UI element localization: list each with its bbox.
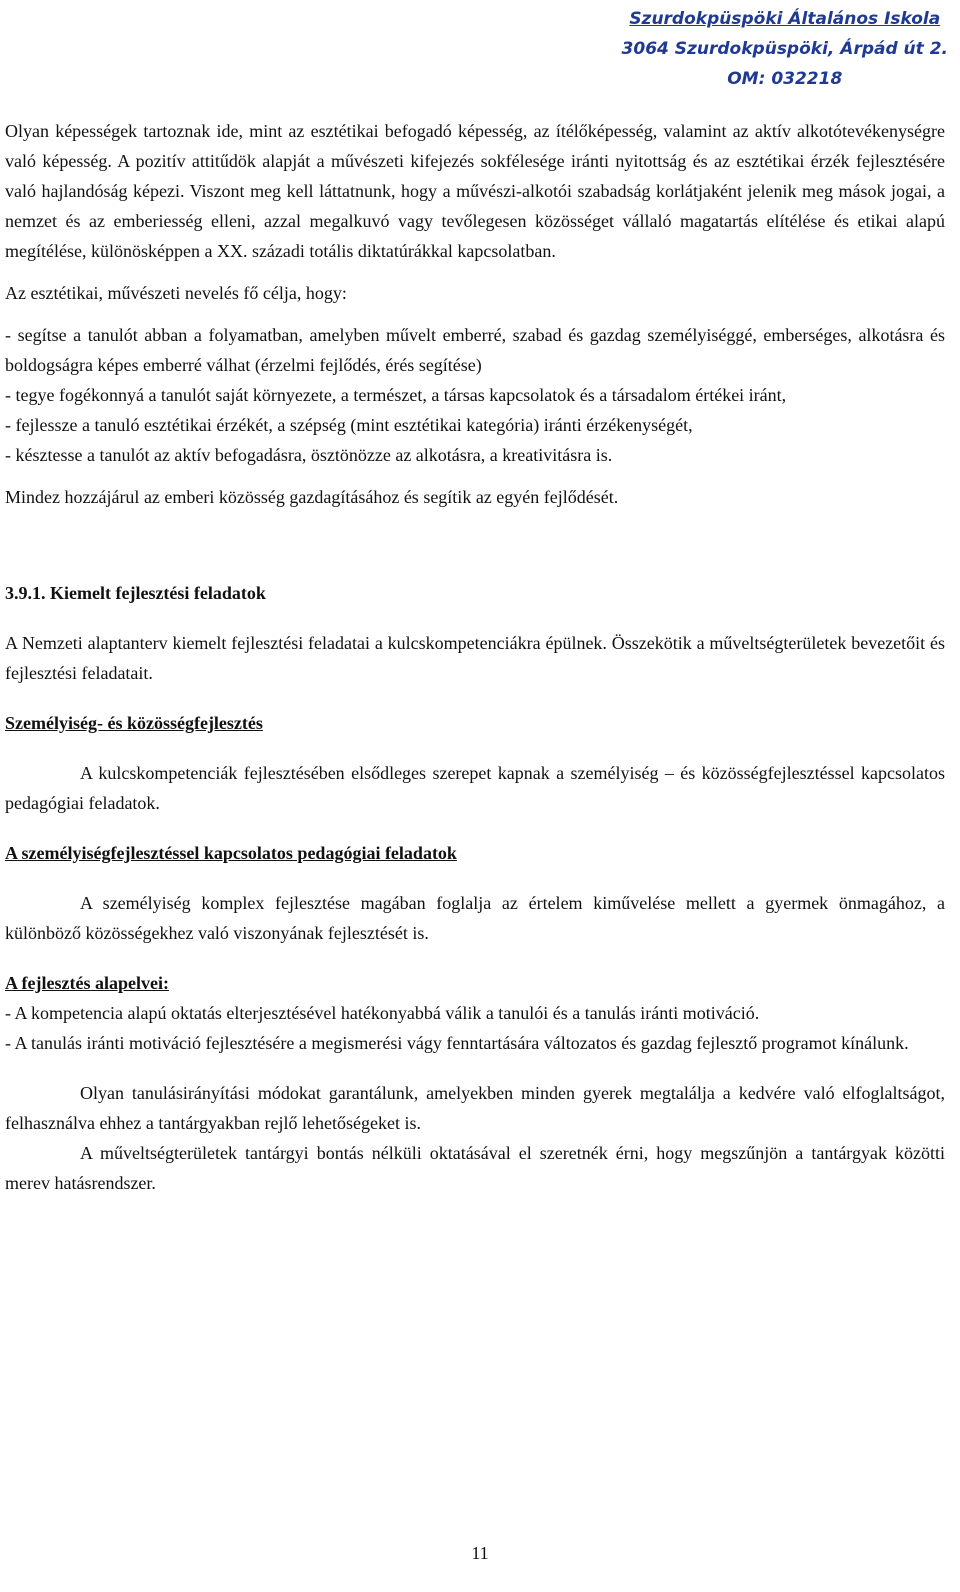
section-heading-kiemelt: 3.9.1. Kiemelt fejlesztési feladatok xyxy=(5,583,266,603)
header-address: 3064 Szurdokpüspöki, Árpád út 2. xyxy=(621,39,948,59)
header-om-code: OM: 032218 xyxy=(727,69,843,89)
paragraph-tanulasiranyitas: Olyan tanulásirányítási módokat garantálunk, amelyekben minden gyerek megtalálja a kedvére való elfoglaltságot, felhasználva ehhez a tantárgyakban rejlő lehetőségeket is. xyxy=(5,1083,945,1133)
subheading-szemelyiseg-kozosseg: Személyiség- és közösségfejlesztés xyxy=(5,713,263,733)
paragraph-aim-intro: Az esztétikai, művészeti nevelés fő célja, hogy: xyxy=(5,283,347,303)
list-item: - A kompetencia alapú oktatás elterjesztésével hatékonyabbá válik a tanulói és a tanulás iránti motiváció. xyxy=(5,1003,760,1023)
list-item: - tegye fogékonnyá a tanulót saját környezete, a természet, a társas kapcsolatok és a társadalom értékei iránt, xyxy=(5,385,787,405)
paragraph-muveltsegteruletek: A műveltségterületek tantárgyi bontás nélküli oktatásával el szeretnék érni, hogy megszűnjön a tantárgyak közötti merev hatásrendszer. xyxy=(5,1143,945,1193)
list-item: - A tanulás iránti motiváció fejlesztésére a megismerési vágy fenntartására változatos és gazdag fejlesztő programot kínálunk. xyxy=(5,1033,909,1053)
list-item: - segítse a tanulót abban a folyamatban, amelyben művelt emberré, szabad és gazdag személyiséggé, emberséges, alkotásra és boldogságra képes emberré válhat (érzelmi fejlődés, érés segítése) xyxy=(5,325,945,375)
paragraph-kulcskompetenciak: A kulcskompetenciák fejlesztésében elsődleges szerepet kapnak a személyiség – és közösségfejlesztéssel kapcsolatos pedagógiai feladatok. xyxy=(5,763,945,813)
paragraph-aesthetic-abilities: Olyan képességek tartoznak ide, mint az esztétikai befogadó képesség, az ítélőképesség, valamint az aktív alkotótevékenységre való képesség. A pozitív attitűdök alapját a művészeti kifejezés sokfélesége iránti nyitottság és az esztétikai érzék fejlesztésére való hajlandóság képezi. Viszont meg kell láttatnunk, hogy a művészi-alkotói szabadság korlátjaként jelenik meg mások jogai, a nemzet és az emberiesség elleni, azzal megalkuvó vagy tevőlegesen közösséget vállaló magatartás elítélése és etikai alapú megítélése, különösképpen a XX. századi totális diktatúrákkal kapcsolatban. xyxy=(5,121,945,261)
subheading-szemelyisegfejlesztes: A személyiségfejlesztéssel kapcsolatos pedagógiai feladatok xyxy=(5,843,457,863)
list-item: - fejlessze a tanuló esztétikai érzékét, a szépség (mint esztétikai kategória) iránti érzékenységét, xyxy=(5,415,693,435)
paragraph-komplex-fejlesztes: A személyiség komplex fejlesztése magában foglalja az értelem kiművelése mellett a gyermek önmagához, a különböző közösségekhez való viszonyának fejlesztését is. xyxy=(5,893,945,943)
subheading-alapelvek: A fejlesztés alapelvei: xyxy=(5,973,169,993)
paragraph-nat: A Nemzeti alaptanterv kiemelt fejlesztési feladatai a kulcskompetenciákra épülnek. Összekötik a műveltségterületek bevezetőit és fejlesztési feladatait. xyxy=(5,633,945,683)
page-header xyxy=(622,4,948,94)
page-number: 11 xyxy=(471,1543,489,1563)
paragraph-summary: Mindez hozzájárul az emberi közösség gazdagításához és segítik az egyén fejlődését. xyxy=(5,487,619,507)
header-school-name: Szurdokpüspöki Általános Iskola xyxy=(629,9,941,29)
page-body xyxy=(5,116,945,1198)
list-item: - késztesse a tanulót az aktív befogadásra, ösztönözze az alkotásra, a kreativitásra is. xyxy=(5,445,613,465)
